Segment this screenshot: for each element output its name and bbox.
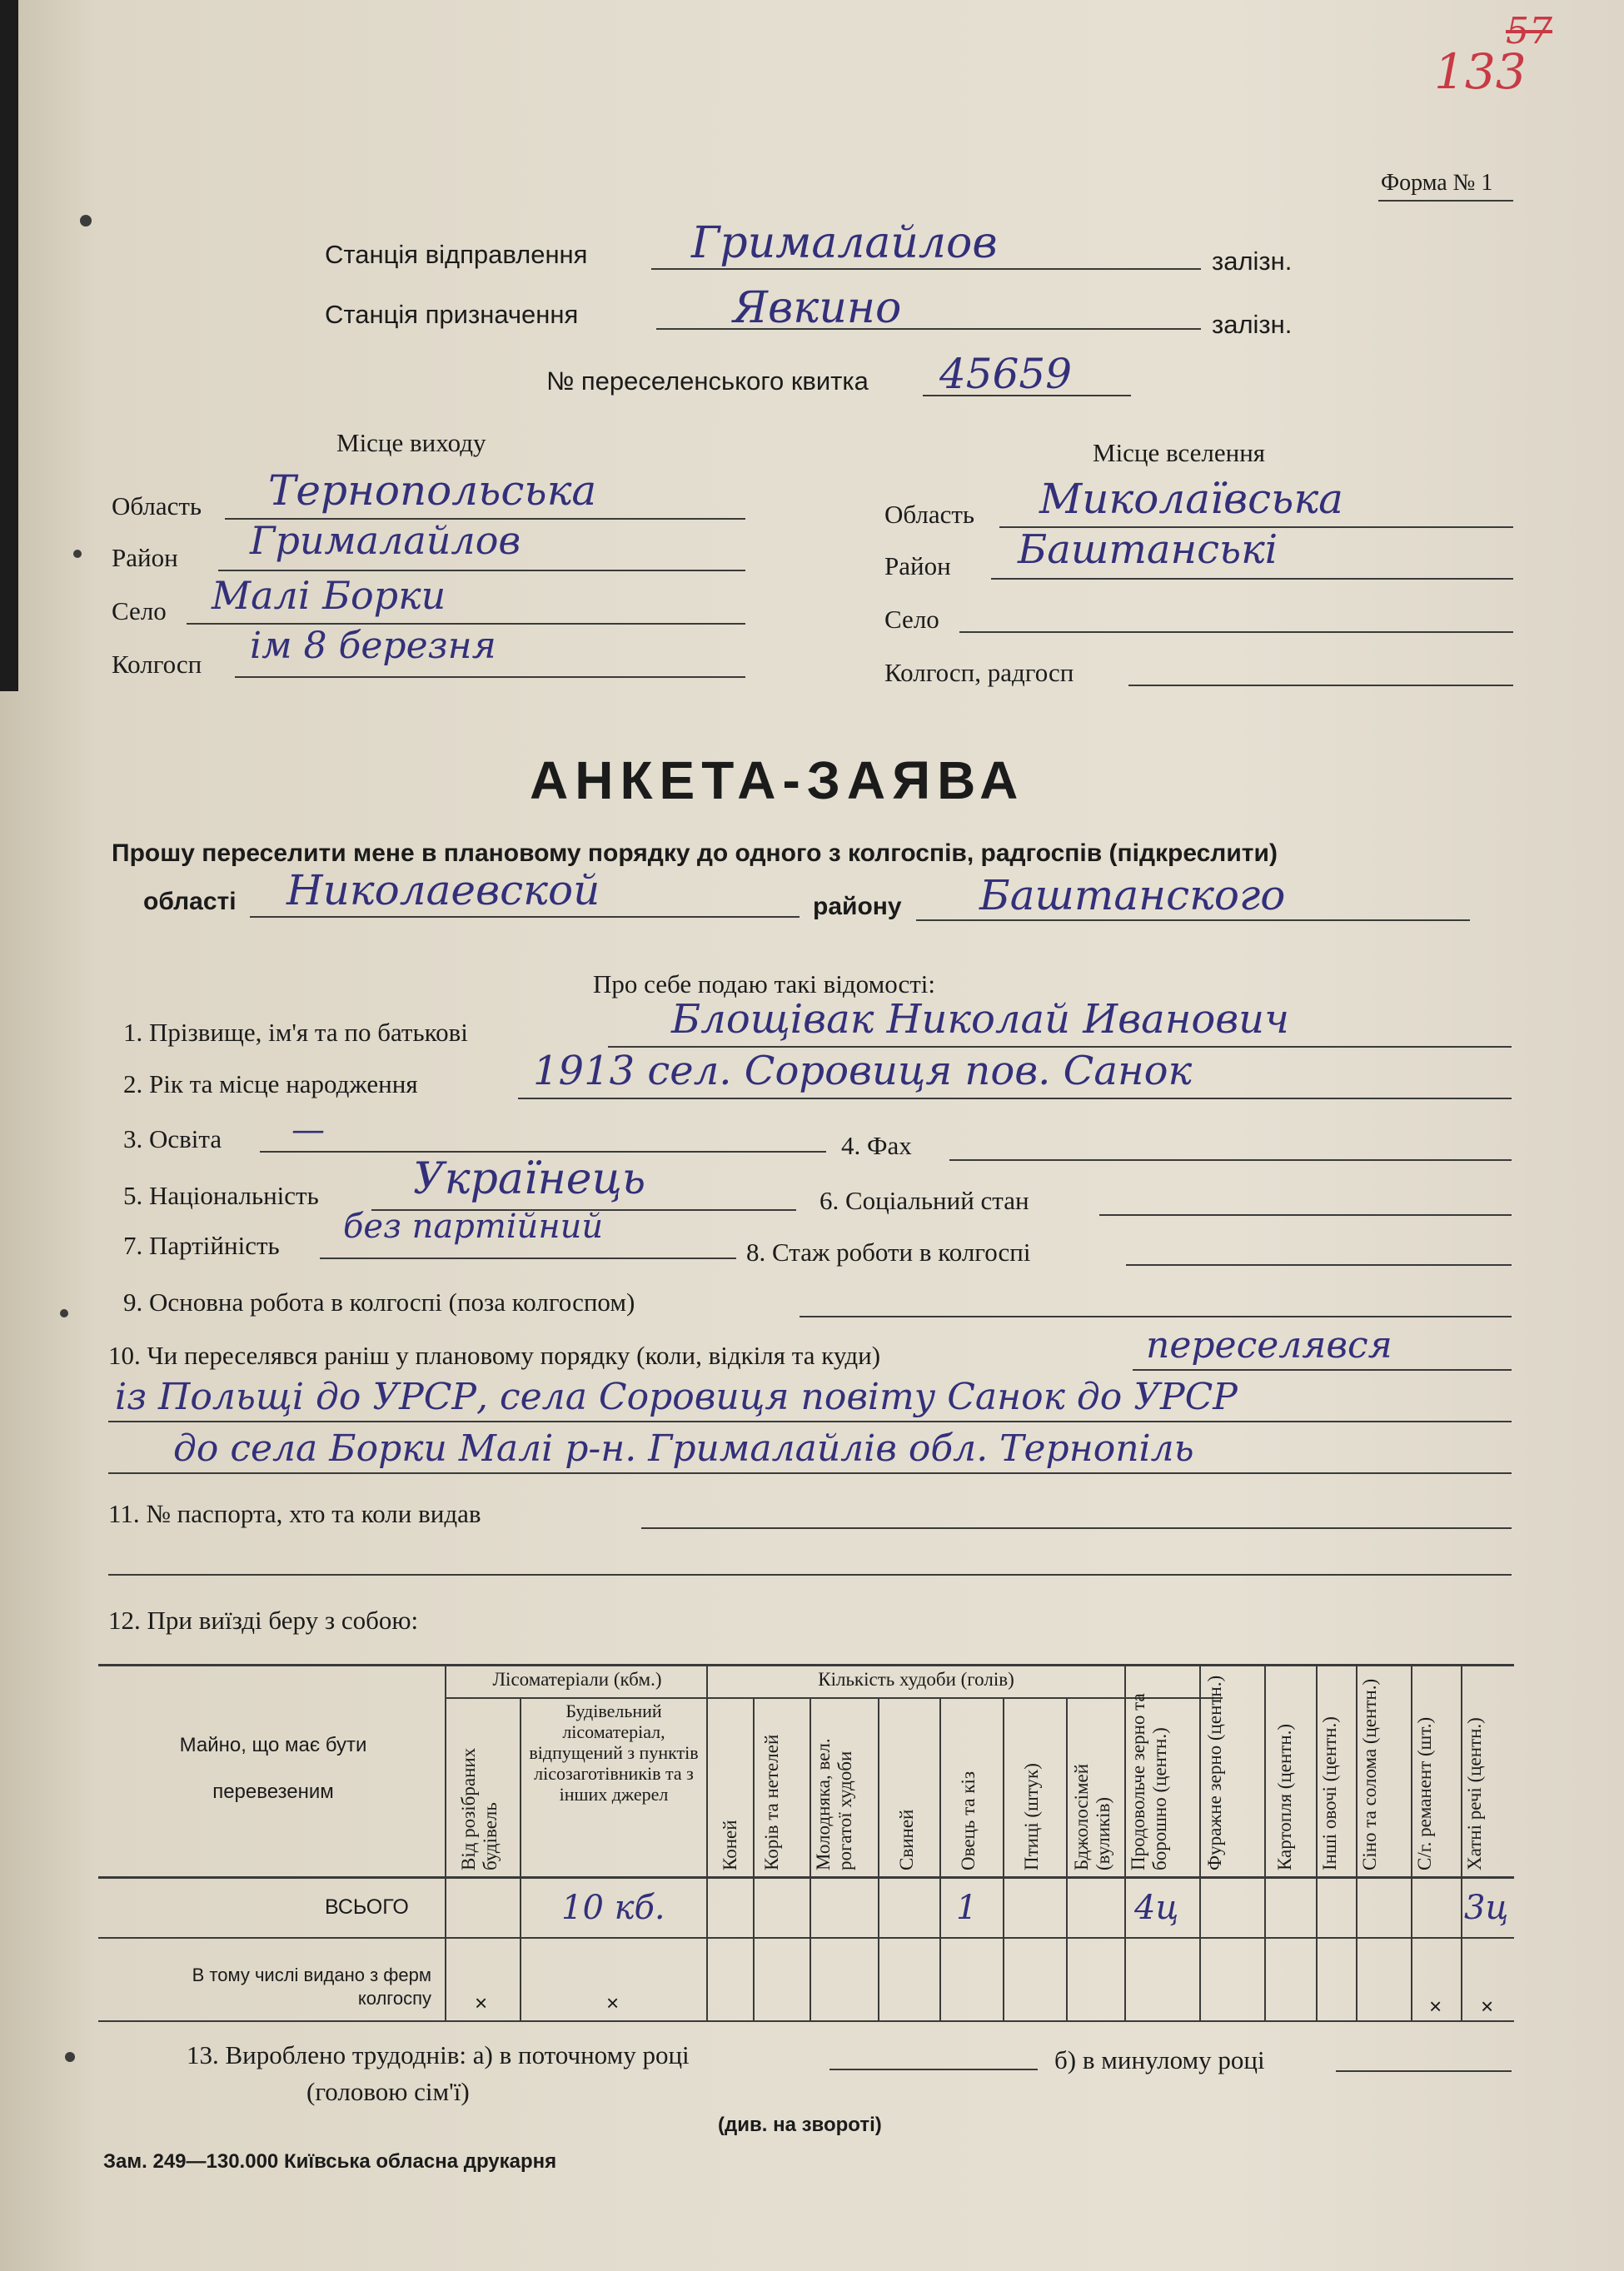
- row-farms-label: В тому числі видано з ферм колгоспу: [192, 1965, 431, 2009]
- col-pigs: Свиней: [896, 1809, 917, 1870]
- punch-mark: [80, 215, 92, 227]
- item-10-line-2: [108, 1421, 1512, 1422]
- item-2-line: [518, 1098, 1512, 1099]
- total-building-timber: 10 кб.: [561, 1889, 665, 1927]
- col-hay: Сіно та солома (центн.): [1359, 1678, 1380, 1870]
- total-household: 3ц: [1464, 1889, 1509, 1927]
- item-10-value-1: переселявся: [1146, 1324, 1392, 1367]
- total-food-grain: 4ц: [1134, 1889, 1179, 1927]
- item-7-value: без партійний: [343, 1208, 604, 1246]
- item-11-line-1: [641, 1527, 1512, 1529]
- destination-raion-line: [991, 578, 1513, 580]
- form-number-underline: [1378, 200, 1513, 202]
- item-13-b-label: б) в минулому році: [1054, 2045, 1265, 2074]
- item-13-family: (головою сім'ї): [306, 2077, 470, 2106]
- item-7-line: [320, 1258, 736, 1259]
- timber-group-header: Лісоматеріали (кбм.): [492, 1669, 662, 1690]
- archive-number: 133: [1434, 43, 1527, 100]
- origin-oblast-value: Тернопольська: [268, 466, 597, 515]
- ticket-value: 45659: [939, 350, 1073, 398]
- col-building: Будівельний лісоматеріал, відпущений з пунктів лісозаготівників та з інших джерел: [529, 1701, 699, 1805]
- printer-imprint: Зам. 249—130.000 Київська обласна друкарня: [103, 2150, 557, 2173]
- item-11-label: 11. № паспорта, хто та коли видав: [108, 1499, 481, 1528]
- total-sheep: 1: [956, 1889, 978, 1927]
- destination-station-value: Явкино: [733, 283, 902, 333]
- col-potato: Картопля (центн.): [1274, 1723, 1295, 1870]
- request-raion-label: району: [813, 893, 902, 920]
- ticket-label: № переселенського квитка: [546, 366, 869, 396]
- col-vegetables: Інші овочі (центн.): [1319, 1716, 1340, 1870]
- col-food-grain: Продовольче зерно та борошно (центн.): [1128, 1693, 1170, 1870]
- document-title: АНКЕТА-ЗАЯВА: [530, 750, 1025, 810]
- col-bees: Бджолосімей (вуликів): [1071, 1763, 1113, 1870]
- property-header: Майно, що має бути перевезеним: [179, 1734, 367, 1803]
- cross-dismantled: ×: [475, 1990, 488, 2015]
- railway-suffix-1: залізн.: [1212, 247, 1293, 276]
- destination-selo-label: Село: [884, 605, 939, 634]
- item-4-label: 4. Фах: [841, 1131, 912, 1160]
- origin-kolhosp-line: [235, 676, 745, 678]
- livestock-group-header: Кількість худоби (голів): [818, 1669, 1014, 1690]
- item-13-line-b: [1336, 2070, 1512, 2072]
- col-sheep: Овець та кіз: [958, 1770, 979, 1870]
- origin-oblast-label: Область: [112, 491, 202, 520]
- destination-kolhosp-label: Колгосп, радгосп: [884, 658, 1074, 687]
- item-13-line-a: [829, 2069, 1038, 2070]
- form-number: Форма № 1: [1381, 170, 1493, 196]
- request-line: Прошу переселити мене в плановому порядку до одного з колгоспів, радгоспів (підкреслити): [112, 839, 1278, 867]
- col-poultry: Птиці (штук): [1021, 1763, 1042, 1870]
- archive-number-old: 57: [1506, 10, 1552, 52]
- departure-station-value: Грималайлов: [691, 218, 998, 268]
- origin-raion-label: Район: [112, 543, 178, 572]
- railway-suffix-2: залізн.: [1212, 310, 1293, 339]
- item-7-label: 7. Партійність: [123, 1231, 280, 1260]
- item-2-value: 1913 сел. Соровиця пов. Санок: [533, 1048, 1193, 1094]
- item-4-line: [949, 1159, 1512, 1161]
- request-raion-value: Баштанского: [979, 871, 1286, 919]
- request-oblast-label: області: [143, 888, 237, 915]
- item-8-line: [1126, 1264, 1512, 1266]
- punch-mark: [73, 550, 82, 558]
- item-1-label: 1. Прізвище, ім'я та по батькові: [123, 1018, 468, 1047]
- destination-oblast-label: Область: [884, 500, 975, 529]
- item-10-line-1: [1133, 1369, 1512, 1371]
- item-3-value: —: [291, 1111, 325, 1149]
- property-table: [98, 1664, 1514, 2022]
- origin-kolhosp-value: ім 8 березня: [250, 625, 496, 667]
- origin-selo-value: Малі Борки: [212, 573, 446, 618]
- item-3-line: [260, 1151, 826, 1153]
- item-10-label: 10. Чи переселявся раніш у плановому порядку (коли, відкіля та куди): [108, 1341, 881, 1370]
- item-9-line: [800, 1316, 1512, 1317]
- destination-heading: Місце вселення: [1093, 438, 1266, 467]
- item-5-label: 5. Національність: [123, 1181, 319, 1210]
- item-2-label: 2. Рік та місце народження: [123, 1069, 418, 1098]
- col-horses: Коней: [720, 1820, 740, 1870]
- item-10-value-2: із Польщі до УРСР, села Соровиця повіту Санок до УРСР: [115, 1376, 1238, 1418]
- item-13-label: 13. Вироблено трудоднів: а) в поточному році: [187, 2040, 690, 2069]
- see-reverse-note: (див. на звороті): [718, 2114, 882, 2136]
- item-10-value-3: до села Борки Малі р-н. Грималайлів обл. Тернопіль: [173, 1427, 1194, 1470]
- destination-kolhosp-line: [1128, 685, 1513, 686]
- intro-text: Про себе подаю такі відомості:: [593, 969, 936, 999]
- binding-edge: [0, 0, 18, 691]
- destination-station-label: Станція призначення: [325, 300, 579, 329]
- item-10-line-3: [108, 1472, 1512, 1474]
- col-household: Хатні речі (центн.): [1464, 1717, 1485, 1870]
- origin-raion-value: Грималайлов: [250, 518, 521, 563]
- item-5-value: Українець: [413, 1154, 646, 1204]
- col-dismantled: Від розібраних будівель: [458, 1747, 501, 1870]
- request-oblast-line: [250, 916, 800, 918]
- origin-kolhosp-label: Колгосп: [112, 650, 202, 679]
- request-raion-line: [916, 919, 1470, 921]
- punch-mark: [60, 1309, 68, 1317]
- origin-heading: Місце виходу: [336, 428, 486, 457]
- cross-agri: ×: [1429, 1994, 1442, 2019]
- item-1-value: Блощівак Николай Иванович: [671, 996, 1289, 1043]
- item-8-label: 8. Стаж роботи в колгоспі: [746, 1238, 1031, 1267]
- col-feed-grain: Фуражне зерно (центн.): [1204, 1675, 1225, 1870]
- item-3-label: 3. Освіта: [123, 1124, 222, 1153]
- departure-station-label: Станція відправлення: [325, 240, 588, 269]
- origin-selo-label: Село: [112, 596, 167, 625]
- destination-selo-line: [959, 631, 1513, 633]
- item-9-label: 9. Основна робота в колгоспі (поза колгоспом): [123, 1287, 635, 1317]
- item-6-label: 6. Соціальний стан: [819, 1186, 1029, 1215]
- cross-household: ×: [1481, 1994, 1494, 2019]
- item-11-line-2: [108, 1574, 1512, 1576]
- row-total-label: ВСЬОГО: [325, 1895, 409, 1919]
- request-oblast-value: Николаевской: [286, 866, 600, 914]
- departure-station-line: [651, 268, 1201, 270]
- item-12-label: 12. При виїзді беру з собою:: [108, 1606, 419, 1635]
- col-young: Молодняка, вел. рогатої худоби: [813, 1738, 855, 1870]
- cross-building: ×: [606, 1990, 620, 2015]
- destination-oblast-value: Миколаївська: [1039, 475, 1343, 523]
- col-cows: Корів та нетелей: [761, 1734, 782, 1870]
- destination-raion-value: Баштанські: [1018, 526, 1278, 573]
- col-agri-equipment: С/г. реманент (шт.): [1414, 1716, 1435, 1870]
- destination-raion-label: Район: [884, 551, 951, 580]
- origin-raion-line: [218, 570, 745, 571]
- item-6-line: [1099, 1214, 1512, 1216]
- punch-mark: [65, 2052, 75, 2062]
